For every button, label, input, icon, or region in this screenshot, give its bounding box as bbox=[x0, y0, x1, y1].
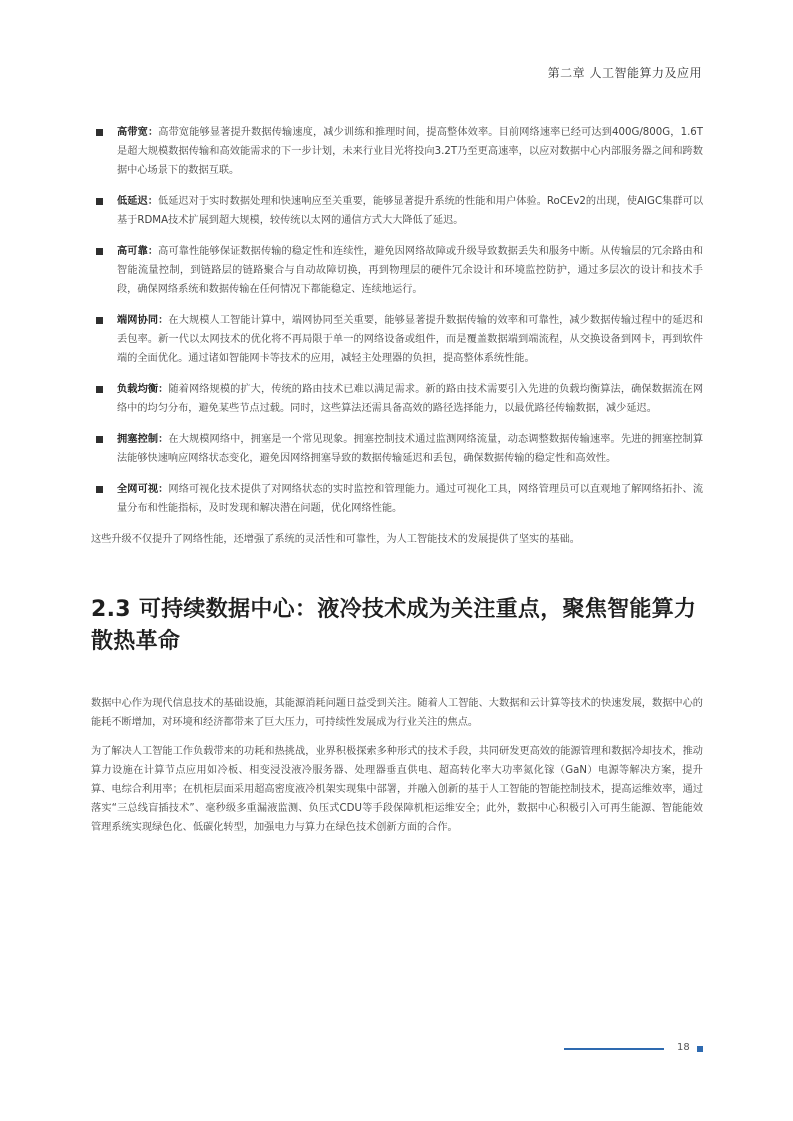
bullet-text: 网络可视化技术提供了对网络状态的实时监控和管理能力。通过可视化工具，网络管理员可以直观地了解网络拓扑、流量分布和性能指标，及时发现和解决潜在问题，优化网络性能。 bbox=[117, 484, 704, 514]
bullet-text: 高带宽能够显著提升数据传输速度，减少训练和推理时间，提高整体效率。目前网络速率已经可达到400G/800G，1.6T是超大规模数据传输和高效能需求的下一步计划，未来行业目光将投向3.2T乃至更高速率，以应对数据中心内部服务器之间和跨数据中心场景下的数据互联。 bbox=[117, 127, 704, 176]
bullet-term: 端网协同： bbox=[117, 315, 169, 326]
bullet-item-end-network bbox=[91, 311, 703, 368]
bullet-text: 在大规模网络中，拥塞是一个常见现象。拥塞控制技术通过监测网络流量，动态调整数据传输速率。先进的拥塞控制算法能够快速响应网络状态变化，避免因网络拥塞导致的数据传输延迟和丢包，确保数据传输的稳定性和高效性。 bbox=[117, 434, 704, 464]
bullet-item-load-balancing bbox=[91, 380, 703, 418]
page-content bbox=[91, 123, 703, 837]
bullet-term: 负载均衡： bbox=[117, 384, 169, 395]
bullet-text: 随着网络规模的扩大，传统的路由技术已难以满足需求。新的路由技术需要引入先进的负载均衡算法，确保数据流在网络中的均匀分布，避免某些节点过载。同时，这些算法还需具备高效的路径选择能力，以最优路径传输数据，减少延迟。 bbox=[117, 384, 704, 414]
bullet-item-bandwidth bbox=[91, 123, 703, 180]
chapter-header: 第二章 人工智能算力及应用 bbox=[547, 66, 702, 80]
footer-rule bbox=[564, 1048, 664, 1050]
body-paragraph: 数据中心作为现代信息技术的基础设施，其能源消耗问题日益受到关注。随着人工智能、大数据和云计算等技术的快速发展，数据中心的能耗不断增加，对环境和经济都带来了巨大压力，可持续性发展成为行业关注的焦点。 bbox=[91, 698, 703, 728]
bullet-term: 高带宽： bbox=[117, 127, 159, 138]
bullet-term: 拥塞控制： bbox=[117, 434, 169, 445]
square-bullet-icon bbox=[96, 198, 103, 205]
bullet-item-congestion-control bbox=[91, 430, 703, 468]
bullet-term: 低延迟： bbox=[117, 196, 158, 207]
bullet-item-latency bbox=[91, 192, 703, 230]
page-number: 18 bbox=[677, 1042, 690, 1053]
bullet-text: 低延迟对于实时数据处理和快速响应至关重要，能够显著提升系统的性能和用户体验。RoCEv2的出现，使AIGC集群可以基于RDMA技术扩展到超大规模，较传统以太网的通信方式大大降低了延迟。 bbox=[117, 196, 704, 226]
feature-bullet-list bbox=[91, 123, 703, 518]
square-bullet-icon bbox=[96, 248, 103, 255]
square-bullet-icon bbox=[96, 486, 103, 493]
square-bullet-icon bbox=[96, 436, 103, 443]
square-bullet-icon bbox=[96, 386, 103, 393]
bullet-term: 高可靠： bbox=[117, 246, 159, 257]
square-bullet-icon bbox=[96, 129, 103, 136]
bullet-text: 高可靠性能够保证数据传输的稳定性和连续性，避免因网络故障或升级导致数据丢失和服务中断。从传输层的冗余路由和智能流量控制，到链路层的链路聚合与自动故障切换，再到物理层的硬件冗余设计和环境监控防护，通过多层次的设计和技术手段，确保网络系统和数据传输在任何情况下都能稳定、连续地运行。 bbox=[117, 246, 704, 295]
bullet-term: 全网可视： bbox=[117, 484, 169, 495]
square-bullet-icon bbox=[96, 317, 103, 324]
body-paragraph: 为了解决人工智能工作负载带来的功耗和热挑战，业界积极探索多种形式的技术手段，共同研发更高效的能源管理和数据冷却技术，推动算力设施在计算节点应用如冷板、相变浸没液冷服务器、处理器垂直供电、超高转化率大功率氮化镓（GaN）电源等解决方案，提升算、电综合利用率；在机柜层面采用超高密度液冷机架实现集中部署，并融入创新的基于人工智能的智能控制技术，提高运维效率，通过落实“三总线盲插技术”、毫秒级多重漏液监测、负压式CDU等手段保障机柜运维安全；此外，数据中心积极引入可再生能源、智能能效管理系统实现绿色化、低碳化转型，加强电力与算力在绿色技术创新方面的合作。 bbox=[91, 746, 703, 833]
bullet-item-reliability bbox=[91, 242, 703, 299]
summary-paragraph: 这些升级不仅提升了网络性能，还增强了系统的灵活性和可靠性，为人工智能技术的发展提供了坚实的基础。 bbox=[91, 534, 580, 545]
bullet-text: 在大规模人工智能计算中，端网协同至关重要，能够显著提升数据传输的效率和可靠性，减少数据传输过程中的延迟和丢包率。新一代以太网技术的优化将不再局限于单一的网络设备或组件，而是覆盖数据端到端流程，从交换设备到网卡，再到软件端的全面优化。通过诸如智能网卡等技术的应用，减轻主处理器的负担，提高整体系统性能。 bbox=[117, 315, 704, 364]
footer-square-icon bbox=[697, 1046, 703, 1052]
section-title: 2.3 可持续数据中心：液冷技术成为关注重点，聚焦智能算力散热革命 bbox=[91, 597, 697, 654]
bullet-item-visibility bbox=[91, 480, 703, 518]
